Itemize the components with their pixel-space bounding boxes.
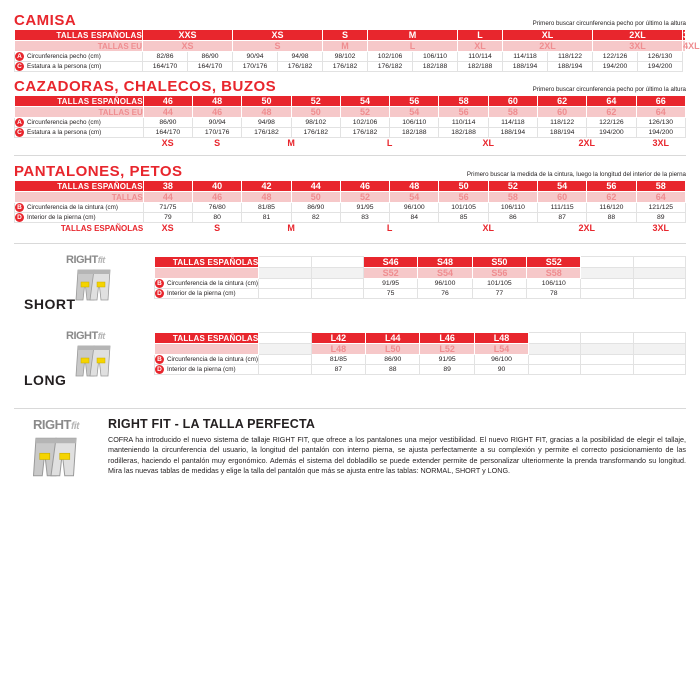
data-cell: 106/110 xyxy=(527,279,581,289)
data-cell: 182/188 xyxy=(458,62,503,72)
data-cell: 82 xyxy=(291,213,340,223)
data-cell: 126/130 xyxy=(636,118,685,128)
empty-cell xyxy=(259,289,311,299)
empty-cell xyxy=(311,268,363,279)
subheader-cell: XL xyxy=(458,41,503,52)
header-cell: L48 xyxy=(474,333,528,344)
subheader-cell: 46 xyxy=(193,107,242,118)
table-row xyxy=(155,289,686,299)
header-cell: XS xyxy=(233,30,323,41)
footer-cell: 2XL xyxy=(538,138,637,149)
header-cell: S50 xyxy=(472,257,526,268)
data-cell: 106/110 xyxy=(390,118,439,128)
data-cell: 110/114 xyxy=(458,52,503,62)
header-cell: 38 xyxy=(143,181,192,192)
footer-cell: L xyxy=(340,223,439,234)
empty-cell xyxy=(259,355,311,365)
section-title-camisa: CAMISA xyxy=(14,12,77,29)
header-cell: 48 xyxy=(193,96,242,107)
subheader-cell: L48 xyxy=(311,344,365,355)
data-cell: 118/122 xyxy=(548,52,593,62)
data-cell: 194/200 xyxy=(638,62,683,72)
header-cell: 46 xyxy=(340,181,389,192)
table-row-subheader xyxy=(15,107,686,118)
row-label-text: Interior de la pierna (cm) xyxy=(167,290,236,298)
subheader-cell: 60 xyxy=(538,192,587,203)
data-cell: 106/110 xyxy=(488,203,537,213)
subheader-cell: 4XL xyxy=(683,41,700,51)
table-row-footer xyxy=(15,223,686,234)
subheader-cell: S xyxy=(233,41,323,52)
empty-cell xyxy=(633,355,685,365)
row-label xyxy=(155,365,259,375)
short-label-area xyxy=(14,256,154,318)
table-row-header xyxy=(15,30,686,41)
pants-icon xyxy=(31,434,81,480)
data-cell: 121/125 xyxy=(636,203,685,213)
row-label xyxy=(155,289,259,299)
fit-name-long: LONG xyxy=(24,372,67,388)
data-cell: 83 xyxy=(340,213,389,223)
row-label xyxy=(15,118,144,128)
right-fit-text-area xyxy=(108,417,686,477)
row-label xyxy=(155,355,259,365)
header-cell: 54 xyxy=(340,96,389,107)
empty-cell xyxy=(311,289,363,299)
header-cell: 56 xyxy=(390,96,439,107)
data-cell: 87 xyxy=(538,213,587,223)
data-cell: 90/94 xyxy=(233,52,278,62)
header-cell: 46 xyxy=(143,96,192,107)
row-label-text: Estatura a la persona (cm) xyxy=(27,129,102,137)
subheader-cell: 56 xyxy=(439,107,488,118)
data-cell: 84 xyxy=(390,213,439,223)
row-label xyxy=(15,213,144,223)
data-cell: 94/98 xyxy=(242,118,291,128)
data-cell: 102/106 xyxy=(368,52,413,62)
data-cell: 94/98 xyxy=(278,52,323,62)
data-cell: 91/95 xyxy=(363,279,417,289)
data-cell: 118/122 xyxy=(538,118,587,128)
header-cell: 50 xyxy=(242,96,291,107)
data-cell: 164/170 xyxy=(143,62,188,72)
footer-cell: XL xyxy=(439,223,538,234)
header-cell: S46 xyxy=(363,257,417,268)
data-cell: 91/95 xyxy=(340,203,389,213)
data-cell: 111/115 xyxy=(538,203,587,213)
divider xyxy=(14,243,686,244)
header-cell: 44 xyxy=(291,181,340,192)
footer-cell: 3XL xyxy=(636,138,685,149)
subheader-cell: 48 xyxy=(242,107,291,118)
header-cell: 60 xyxy=(488,96,537,107)
data-cell: 98/102 xyxy=(291,118,340,128)
data-cell: 96/100 xyxy=(418,279,472,289)
data-cell: 182/188 xyxy=(390,128,439,138)
header-cell: 58 xyxy=(439,96,488,107)
table-row xyxy=(15,62,686,72)
long-table-area xyxy=(154,332,686,375)
bullet-icon: A xyxy=(15,52,24,61)
data-cell: 114/118 xyxy=(488,118,537,128)
subheader-cell: 64 xyxy=(636,107,685,118)
bullet-icon: A xyxy=(15,118,24,127)
data-cell: 170/176 xyxy=(193,128,242,138)
subheader-cell: 2XL xyxy=(503,41,593,52)
section-note-camisa: Primero buscar circunferencia pecho por último la altura xyxy=(532,20,686,27)
subheader-cell: L54 xyxy=(474,344,528,355)
header-cell: 52 xyxy=(488,181,537,192)
header-cell: L42 xyxy=(311,333,365,344)
table-row-header xyxy=(155,257,686,268)
subheader-label xyxy=(155,268,259,279)
table-pantalones xyxy=(14,180,686,233)
data-cell: 86/90 xyxy=(143,118,192,128)
header-cell: 2XL xyxy=(593,30,683,41)
data-cell: 81/85 xyxy=(311,355,365,365)
table-row xyxy=(15,203,686,213)
data-cell: 96/100 xyxy=(474,355,528,365)
data-cell: 77 xyxy=(472,289,526,299)
row-label xyxy=(155,279,259,289)
data-cell: 176/182 xyxy=(323,62,368,72)
subheader-cell: 62 xyxy=(587,192,636,203)
table-cazadoras xyxy=(14,95,686,148)
empty-cell xyxy=(529,355,581,365)
table-row xyxy=(15,213,686,223)
row-label-text: Interior de la pierna (cm) xyxy=(167,366,236,374)
subheader-label xyxy=(155,344,259,355)
footer-label: TALLAS ESPAÑOLAS xyxy=(15,223,144,234)
table-row-subheader xyxy=(155,268,686,279)
header-cell: L xyxy=(458,30,503,41)
data-cell: 164/170 xyxy=(188,62,233,72)
header-cell: 62 xyxy=(538,96,587,107)
data-cell: 85 xyxy=(439,213,488,223)
empty-cell xyxy=(581,344,633,355)
subheader-label: TALLAS EU xyxy=(15,107,144,118)
data-cell: 76/80 xyxy=(193,203,242,213)
subheader-cell: 52 xyxy=(340,107,389,118)
row-label-text: Circunferencia pecho (cm) xyxy=(27,119,101,127)
data-cell: 122/126 xyxy=(593,52,638,62)
empty-cell xyxy=(581,355,633,365)
row-label xyxy=(15,52,143,62)
row-label-text: Estatura a la persona (cm) xyxy=(27,63,102,71)
divider xyxy=(14,408,686,409)
empty-cell xyxy=(633,268,685,279)
data-cell: 88 xyxy=(587,213,636,223)
empty-cell xyxy=(259,279,311,289)
data-cell: 81/85 xyxy=(242,203,291,213)
data-cell: 90/94 xyxy=(193,118,242,128)
empty-cell xyxy=(581,279,633,289)
empty-cell xyxy=(311,279,363,289)
subheader-cell: 52 xyxy=(340,192,389,203)
header-cell: L44 xyxy=(366,333,420,344)
empty-cell xyxy=(529,344,581,355)
table-row-subheader xyxy=(15,41,686,52)
empty-cell xyxy=(633,289,685,299)
section-camisa xyxy=(14,0,700,72)
table-row xyxy=(155,355,686,365)
data-cell: 176/182 xyxy=(278,62,323,72)
section-long xyxy=(14,332,686,394)
empty-cell xyxy=(633,344,685,355)
empty-cell xyxy=(581,268,633,279)
right-fit-logo: RIGHTfit xyxy=(33,417,79,432)
header-label: TALLAS ESPAÑOLAS xyxy=(15,181,144,192)
data-cell: 76 xyxy=(418,289,472,299)
data-cell: 101/105 xyxy=(439,203,488,213)
bullet-icon: C xyxy=(15,128,24,137)
empty-cell xyxy=(633,279,685,289)
subheader-cell: L xyxy=(368,41,458,52)
subheader-cell: 48 xyxy=(242,192,291,203)
header-label: TALLAS ESPAÑOLAS xyxy=(15,30,143,41)
data-cell: 116/120 xyxy=(587,203,636,213)
footer-cell: S xyxy=(193,138,242,149)
subheader-cell: S54 xyxy=(418,268,472,279)
data-cell: 170/176 xyxy=(233,62,278,72)
bullet-icon: B xyxy=(155,355,164,364)
header-cell: 56 xyxy=(587,181,636,192)
subheader-cell: 62 xyxy=(587,107,636,118)
empty-cell xyxy=(581,365,633,375)
data-cell: 126/130 xyxy=(638,52,683,62)
subheader-cell: 44 xyxy=(143,192,192,203)
data-cell: 164/170 xyxy=(143,128,192,138)
section-title-cazadoras: CAZADORAS, CHALECOS, BUZOS xyxy=(14,78,277,95)
header-cell: M xyxy=(368,30,458,41)
row-label-text: Circunferencia de la cintura (cm) xyxy=(167,280,258,288)
data-cell: 182/188 xyxy=(413,62,458,72)
fit-name-short: SHORT xyxy=(24,296,76,312)
header-label: TALLAS ESPAÑOLAS xyxy=(155,333,259,344)
data-cell: 88 xyxy=(366,365,420,375)
empty-cell xyxy=(259,344,311,355)
data-cell: 86/90 xyxy=(291,203,340,213)
data-cell: 79 xyxy=(143,213,192,223)
footer-cell: XL xyxy=(439,138,538,149)
section-note-cazadoras: Primero buscar circunferencia pecho por último la altura xyxy=(532,86,686,93)
subheader-cell: 50 xyxy=(291,107,340,118)
data-cell: 176/182 xyxy=(340,128,389,138)
data-cell: 101/105 xyxy=(472,279,526,289)
bullet-icon: D xyxy=(155,289,164,298)
pants-icon xyxy=(74,268,114,302)
subheader-cell: 60 xyxy=(538,107,587,118)
header-cell: 40 xyxy=(193,181,242,192)
subheader-cell: 50 xyxy=(291,192,340,203)
data-cell: 102/106 xyxy=(340,118,389,128)
subheader-cell: S52 xyxy=(363,268,417,279)
row-label xyxy=(15,203,144,213)
table-row-subheader xyxy=(155,344,686,355)
right-fit-title: RIGHT FIT - LA TALLA PERFECTA xyxy=(108,417,316,431)
data-cell: 194/200 xyxy=(593,62,638,72)
subheader-cell: M xyxy=(323,41,368,52)
table-camisa xyxy=(14,29,700,72)
data-cell: 188/194 xyxy=(503,62,548,72)
header-cell: S52 xyxy=(527,257,581,268)
data-cell: 194/200 xyxy=(636,128,685,138)
long-label-area xyxy=(14,332,154,394)
header-cell: 64 xyxy=(587,96,636,107)
data-cell: 91/95 xyxy=(420,355,474,365)
subheader-cell: 54 xyxy=(390,107,439,118)
header-label: TALLAS ESPAÑOLAS xyxy=(15,96,144,107)
divider xyxy=(14,155,686,156)
row-label xyxy=(15,62,143,72)
header-cell: 48 xyxy=(390,181,439,192)
row-label xyxy=(15,128,144,138)
footer-cell: 3XL xyxy=(636,223,685,234)
data-cell: 98/102 xyxy=(323,52,368,62)
data-cell: 182/188 xyxy=(439,128,488,138)
table-row-footer xyxy=(15,138,686,149)
table-row xyxy=(15,118,686,128)
data-cell: 122/126 xyxy=(587,118,636,128)
pants-icon xyxy=(74,344,114,378)
data-cell: 75 xyxy=(363,289,417,299)
footer-label xyxy=(15,138,144,149)
header-cell: XL xyxy=(503,30,593,41)
subheader-cell: S56 xyxy=(472,268,526,279)
data-cell: 194/200 xyxy=(587,128,636,138)
subheader-cell: L50 xyxy=(366,344,420,355)
data-cell: 86/90 xyxy=(188,52,233,62)
header-cell: 52 xyxy=(291,96,340,107)
empty-cell xyxy=(633,365,685,375)
table-long xyxy=(154,332,686,375)
table-row xyxy=(155,365,686,375)
data-cell: 176/182 xyxy=(368,62,413,72)
header-cell: 3XL xyxy=(683,30,700,40)
section-pantalones xyxy=(14,163,686,233)
data-cell: 80 xyxy=(193,213,242,223)
bullet-icon: C xyxy=(15,62,24,71)
footer-cell: M xyxy=(242,223,341,234)
data-cell: 78 xyxy=(527,289,581,299)
subheader-cell: 58 xyxy=(488,192,537,203)
row-label-text: Circunferencia pecho (cm) xyxy=(27,53,101,61)
row-label-text: Circunferencia de la cintura (cm) xyxy=(27,204,118,212)
header-cell: S xyxy=(323,30,368,41)
section-right-fit xyxy=(14,417,686,485)
data-cell: 106/110 xyxy=(413,52,458,62)
bullet-icon: B xyxy=(15,203,24,212)
section-title-pantalones: PANTALONES, PETOS xyxy=(14,163,183,180)
table-short xyxy=(154,256,686,299)
footer-cell: M xyxy=(242,138,341,149)
subheader-cell: 44 xyxy=(143,107,192,118)
subheader-cell: 3XL xyxy=(593,41,683,52)
footer-cell: XS xyxy=(143,138,192,149)
data-cell: 90 xyxy=(474,365,528,375)
subheader-cell: 64 xyxy=(636,192,685,203)
data-cell: 86/90 xyxy=(366,355,420,365)
table-row xyxy=(15,128,686,138)
section-note-pantalones: Primero buscar la medida de la cintura, luego la longitud del interior de la pierna xyxy=(466,171,686,178)
section-short xyxy=(14,256,686,318)
data-cell: 188/194 xyxy=(488,128,537,138)
data-cell: 176/182 xyxy=(242,128,291,138)
subheader-cell: 54 xyxy=(390,192,439,203)
subheader-cell: L52 xyxy=(420,344,474,355)
table-row xyxy=(15,52,686,62)
footer-cell: XS xyxy=(143,223,192,234)
row-label-text: Circunferencia de la cintura (cm) xyxy=(167,356,258,364)
header-cell: 42 xyxy=(242,181,291,192)
subheader-cell: 58 xyxy=(488,107,537,118)
header-label: TALLAS ESPAÑOLAS xyxy=(155,257,259,268)
header-cell: XXS xyxy=(143,30,233,41)
header-cell: L46 xyxy=(420,333,474,344)
empty-cell xyxy=(581,289,633,299)
bullet-icon: B xyxy=(155,279,164,288)
subheader-label: TALLAS EU xyxy=(15,41,143,52)
footer-cell: L xyxy=(340,138,439,149)
short-table-area xyxy=(154,256,686,299)
right-fit-logo-box xyxy=(14,417,98,485)
table-row-header xyxy=(15,96,686,107)
data-cell: 81 xyxy=(242,213,291,223)
section-cazadoras xyxy=(14,78,686,148)
table-row xyxy=(155,279,686,289)
empty-cell xyxy=(529,365,581,375)
data-cell: 89 xyxy=(420,365,474,375)
right-fit-body: COFRA ha introducido el nuevo sistema de tallaje RIGHT FIT, que ofrece a los pantalones una mejor vestibilidad. El nuevo RIGHT FIT, gracias a la posibilidad de elegir el tallaje, manteniendo la circunferencia del usuario, la longitud del pantalón con interno pierna, se ajusta perfectamente a su complexión y permite el correcto posicionamiento de las rodilleras, haciendo el pantalón muy ergonómico. Además el sistema del dobladillo se puede extender permite de personalizar ulteriormente la prenda transformando su longitud. Mira las nuevas tablas de medidas y elige la talla del pantalón que más se ajusta entre las tablas: NORMAL, SHORT y LONG. xyxy=(108,435,686,476)
data-cell: 114/118 xyxy=(503,52,548,62)
table-row-header xyxy=(155,333,686,344)
empty-cell xyxy=(259,268,311,279)
subheader-cell: 56 xyxy=(439,192,488,203)
empty-cell xyxy=(259,365,311,375)
bullet-icon: D xyxy=(15,213,24,222)
data-cell: 82/86 xyxy=(143,52,188,62)
data-cell: 110/114 xyxy=(439,118,488,128)
data-cell: 188/194 xyxy=(548,62,593,72)
data-cell: 176/182 xyxy=(291,128,340,138)
subheader-cell: S58 xyxy=(527,268,581,279)
subheader-cell: XS xyxy=(143,41,233,52)
data-cell: 89 xyxy=(636,213,685,223)
data-cell: 87 xyxy=(311,365,365,375)
data-cell: 71/75 xyxy=(143,203,192,213)
header-cell: 58 xyxy=(636,181,685,192)
table-row-header xyxy=(15,181,686,192)
bullet-icon: D xyxy=(155,365,164,374)
data-cell: 188/194 xyxy=(538,128,587,138)
header-cell: 54 xyxy=(538,181,587,192)
footer-cell: S xyxy=(193,223,242,234)
header-cell: 50 xyxy=(439,181,488,192)
row-label-text: Interior de la pierna (cm) xyxy=(27,214,96,222)
subheader-label: TALLAS xyxy=(15,192,144,203)
subheader-cell: 46 xyxy=(193,192,242,203)
data-cell: 96/100 xyxy=(390,203,439,213)
right-fit-logo: RIGHTfit xyxy=(66,330,105,342)
data-cell: 86 xyxy=(488,213,537,223)
header-cell: S48 xyxy=(418,257,472,268)
right-fit-logo: RIGHTfit xyxy=(66,254,105,266)
footer-cell: 2XL xyxy=(538,223,637,234)
table-row-subheader xyxy=(15,192,686,203)
header-cell: 66 xyxy=(636,96,685,107)
